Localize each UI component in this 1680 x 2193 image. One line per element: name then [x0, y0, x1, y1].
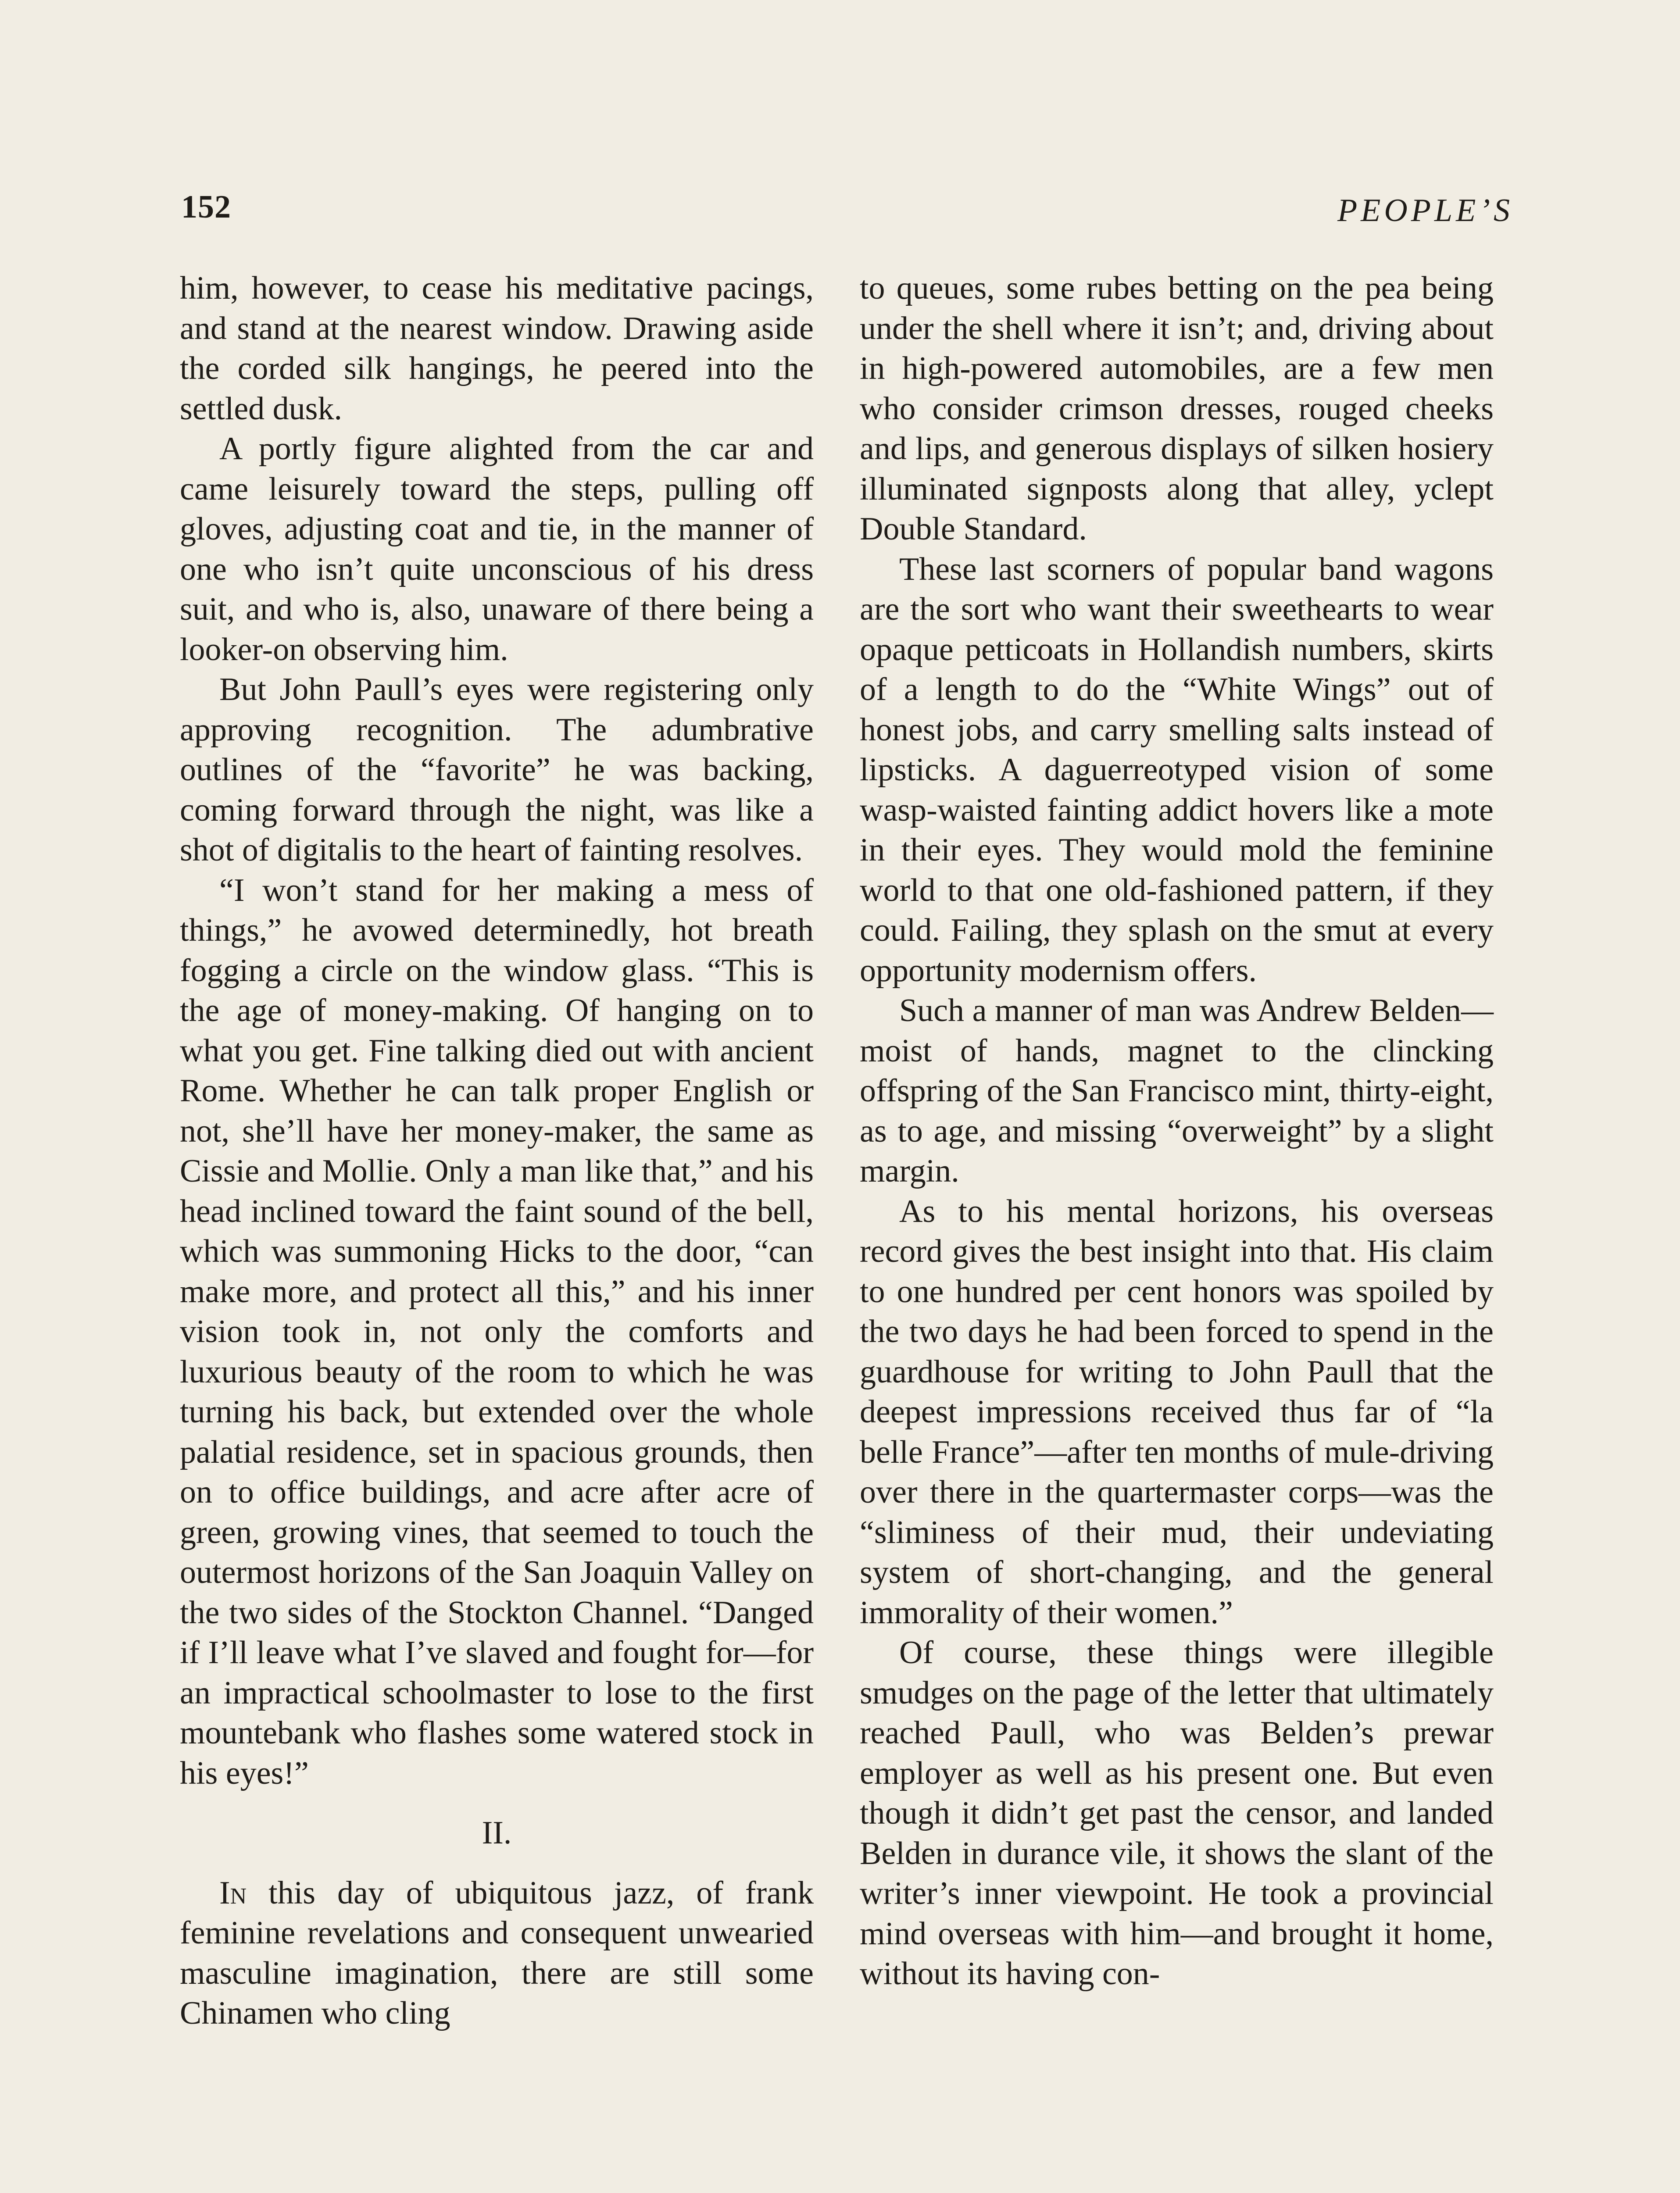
paragraph: Such a manner of man was Andrew Belden—moist of hands, magnet to the clincking offspring of the San Francisco mint, thirty-eight, as to age, and missing “overweight” by a slight margin. [860, 993, 1494, 1189]
section-heading: II. [482, 1815, 512, 1851]
paragraph: Of course, these things were illegible smudges on the page of the letter that ultimately reached Paull, who was Belden’s prewar employer as well as his present one. But even though it didn’t get past the censor, and landed Belden in durance vile, it shows the slant of the writer’s inner viewpoint. He took a provincial mind overseas with him—and brought it home, without its having con- [860, 1635, 1494, 1992]
page-number: 152 [181, 189, 231, 225]
paragraph: him, however, to cease his meditative pacings, and stand at the nearest window. Drawing aside the corded silk hangings, he peered into the settled dusk. [180, 270, 814, 427]
section-paragraph [180, 1873, 814, 2034]
section-paragraph-text: this day of ubiquitous jazz, of frank feminine revelations and consequent unwearied masculine imagination, there are still some Chinamen who cling [180, 1875, 814, 2031]
paragraph: to queues, some rubes betting on the pea being under the shell where it isn’t; and, driving about in high-powered automobiles, are a few men who consider crimson dresses, rouged cheeks and lips, and generous displays of silken hosiery illuminated signposts along that alley, yclept Double Standard. [860, 270, 1494, 547]
left-column [180, 268, 814, 2034]
right-column [860, 268, 1494, 1994]
section-lead: In [219, 1875, 247, 1911]
paragraph: But John Paull’s eyes were registering only approving recognition. The adumbrative outlines of the “favorite” he was backing, coming forward through the night, was like a shot of digitalis to the heart of fainting resolves. [180, 671, 814, 868]
paragraph: These last scorners of popular band wagons are the sort who want their sweethearts to wear opaque petticoats in Hollandish numbers, skirts of a length to do the “White Wings” out of honest jobs, and carry smelling salts instead of lipsticks. A daguerreotyped vision of some wasp-waisted fainting addict hovers like a mote in their eyes. They would mold the feminine world to that one old-fashioned pattern, if they could. Failing, they splash on the smut at every opportunity modernism offers. [860, 551, 1494, 989]
paragraph: A portly figure alighted from the car and came leisurely toward the steps, pulling off gloves, adjusting coat and tie, in the manner of one who isn’t quite unconscious of his dress suit, and who is, also, unaware of there being a looker-on observing him. [180, 431, 814, 668]
paragraph: “I won’t stand for her making a mess of things,” he avowed determinedly, hot breath fogging a circle on the window glass. “This is the age of money-making. Of hanging on to what you get. Fine talking died out with ancient Rome. Whether he can talk proper English or not, she’ll have her money-maker, the same as Cissie and Mollie. Only a man like that,” and his head inclined toward the faint sound of the bell, which was summoning Hicks to the door, “can make more, and protect all this,” and his inner vision took in, not only the comforts and luxurious beauty of the room to which he was turning his back, but extended over the whole palatial residence, set in spacious grounds, then on to office buildings, and acre after acre of green, growing vines, that seemed to touch the outermost horizons of the San Joaquin Valley on the two sides of the Stockton Channel. “Danged if I’ll leave what I’ve slaved and fought for—for an impractical schoolmaster to lose to the first mountebank who flashes some watered stock in his eyes!” [180, 872, 814, 1791]
running-head: PEOPLE’S [1337, 193, 1513, 229]
paragraph: As to his mental horizons, his overseas record gives the best insight into that. His claim to one hundred per cent honors was spoiled by the two days he had been forced to spend in the guardhouse for writing to John Paull that the deepest impressions received thus far of “la belle France”—after ten months of mule-driving over there in the quartermaster corps—was the “sliminess of their mud, their undeviating system of short-changing, and the general immorality of their women.” [860, 1193, 1494, 1631]
